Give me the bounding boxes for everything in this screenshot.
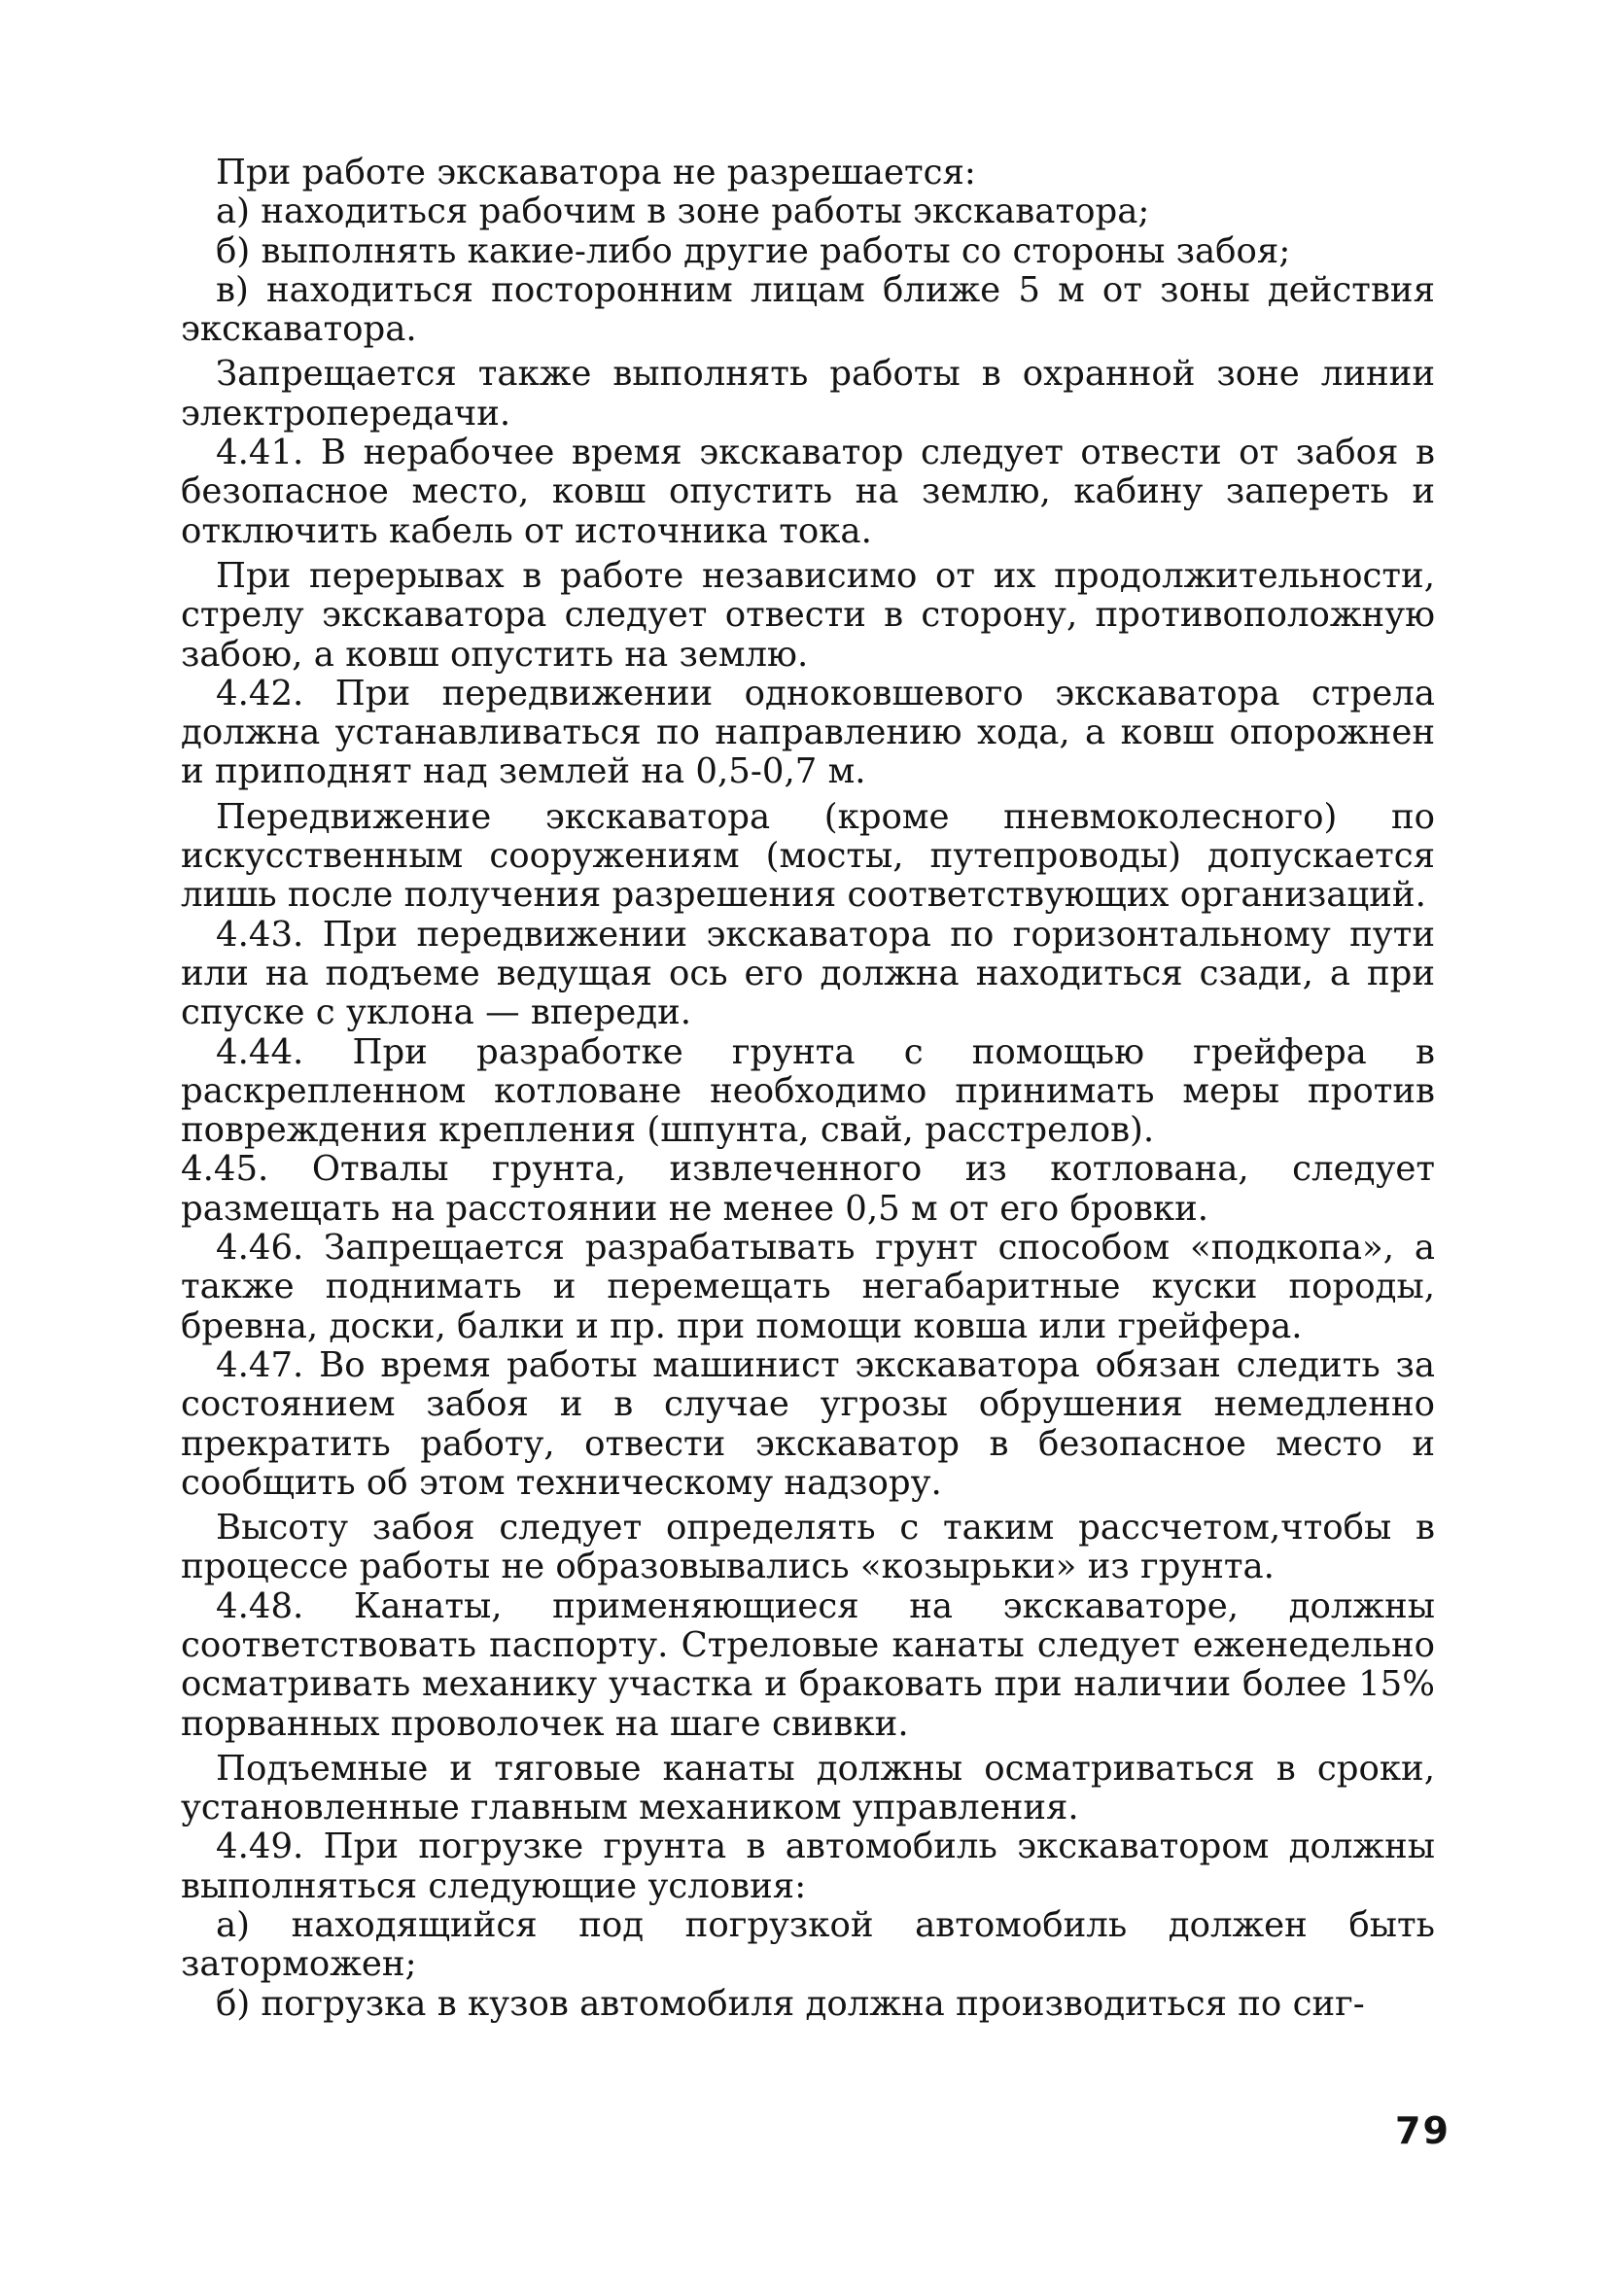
- list-item: в) находиться посторонним лицам ближе 5 м от зоны действия экскаватора.: [181, 269, 1435, 350]
- paragraph: Подъемные и тяговые канаты должны осматриваться в сроки, установленные главным механиком управления.: [181, 1748, 1435, 1828]
- list-item: а) находящийся под погрузкой автомобиль должен быть заторможен;: [181, 1905, 1435, 1985]
- paragraph-4-48: 4.48. Канаты, применяющиеся на экскаваторе, должны соответствовать паспорту. Стреловые канаты следует еженедельно осматривать механику участка и браковать при наличии более 15% порванных проволочек на шаге свивки.: [181, 1585, 1435, 1744]
- paragraph: Высоту забоя следует определять с таким рассчетом,чтобы в процессе работы не образовывались «козырьки» из грунта.: [181, 1508, 1435, 1587]
- paragraph: При работе экскаватора не разрешается:: [216, 153, 976, 192]
- list-item: б) выполнять какие-либо другие работы со стороны забоя;: [216, 230, 1291, 271]
- paragraph-4-45: 4.45. Отвалы грунта, извлеченного из котлована, следует размещать на расстоянии не менее 0,5 м от его бровки.: [181, 1149, 1435, 1229]
- paragraph: Запрещается также выполнять работы в охранной зоне линии электропередачи.: [181, 354, 1435, 434]
- paragraph-4-49: 4.49. При погрузке грунта в автомобиль экскаватором должны выполняться следующие условия:: [181, 1826, 1435, 1906]
- list-item: а) находиться рабочим в зоне работы экскаватора;: [216, 191, 1150, 232]
- paragraph-4-42: 4.42. При передвижении одноковшевого экскаватора стрела должна устанавливаться по направлению хода, а ковш опорожнен и приподнят над землей на 0,5-0,7 м.: [181, 673, 1435, 792]
- paragraph-4-46: 4.46. Запрещается разрабатывать грунт способом «подкопа», а также поднимать и перемещать негабаритные куски породы, бревна, доски, балки и пр. при помощи ковша или грейфера.: [181, 1228, 1435, 1346]
- paragraph: При перерывах в работе независимо от их продолжительности, стрелу экскаватора следует отвести в сторону, противоположную забою, а ковш опустить на землю.: [181, 555, 1435, 675]
- paragraph-4-47: 4.47. Во время работы машинист экскаватора обязан следить за состоянием забоя и в случае угрозы обрушения немедленно прекратить работу, отвести экскаватор в безопасное место и сообщить об этом техническому надзору.: [181, 1344, 1435, 1503]
- paragraph-4-43: 4.43. При передвижении экскаватора по горизонтальному пути или на подъеме ведущая ось его должна находиться сзади, а при спуске с уклона — впереди.: [181, 914, 1435, 1033]
- page-number: 79: [1395, 2109, 1451, 2152]
- list-item: б) погрузка в кузов автомобиля должна производиться по сиг-: [216, 1983, 1365, 2024]
- body-text: [181, 154, 1435, 2024]
- paragraph-4-41: 4.41. В нерабочее время экскаватор следует отвести от забоя в безопасное место, ковш опустить на землю, кабину запереть и отключить кабель от источника тока.: [181, 433, 1435, 551]
- paragraph-4-44: 4.44. При разработке грунта с помощью грейфера в раскрепленном котловане необходимо принимать меры против повреждения крепления (шпунта, свай, расстрелов).: [181, 1031, 1435, 1151]
- paragraph: Передвижение экскаватора (кроме пневмоколесного) по искусственным сооружениям (мосты, путепроводы) допускается лишь после получения разрешения соответствующих организаций.: [181, 796, 1435, 916]
